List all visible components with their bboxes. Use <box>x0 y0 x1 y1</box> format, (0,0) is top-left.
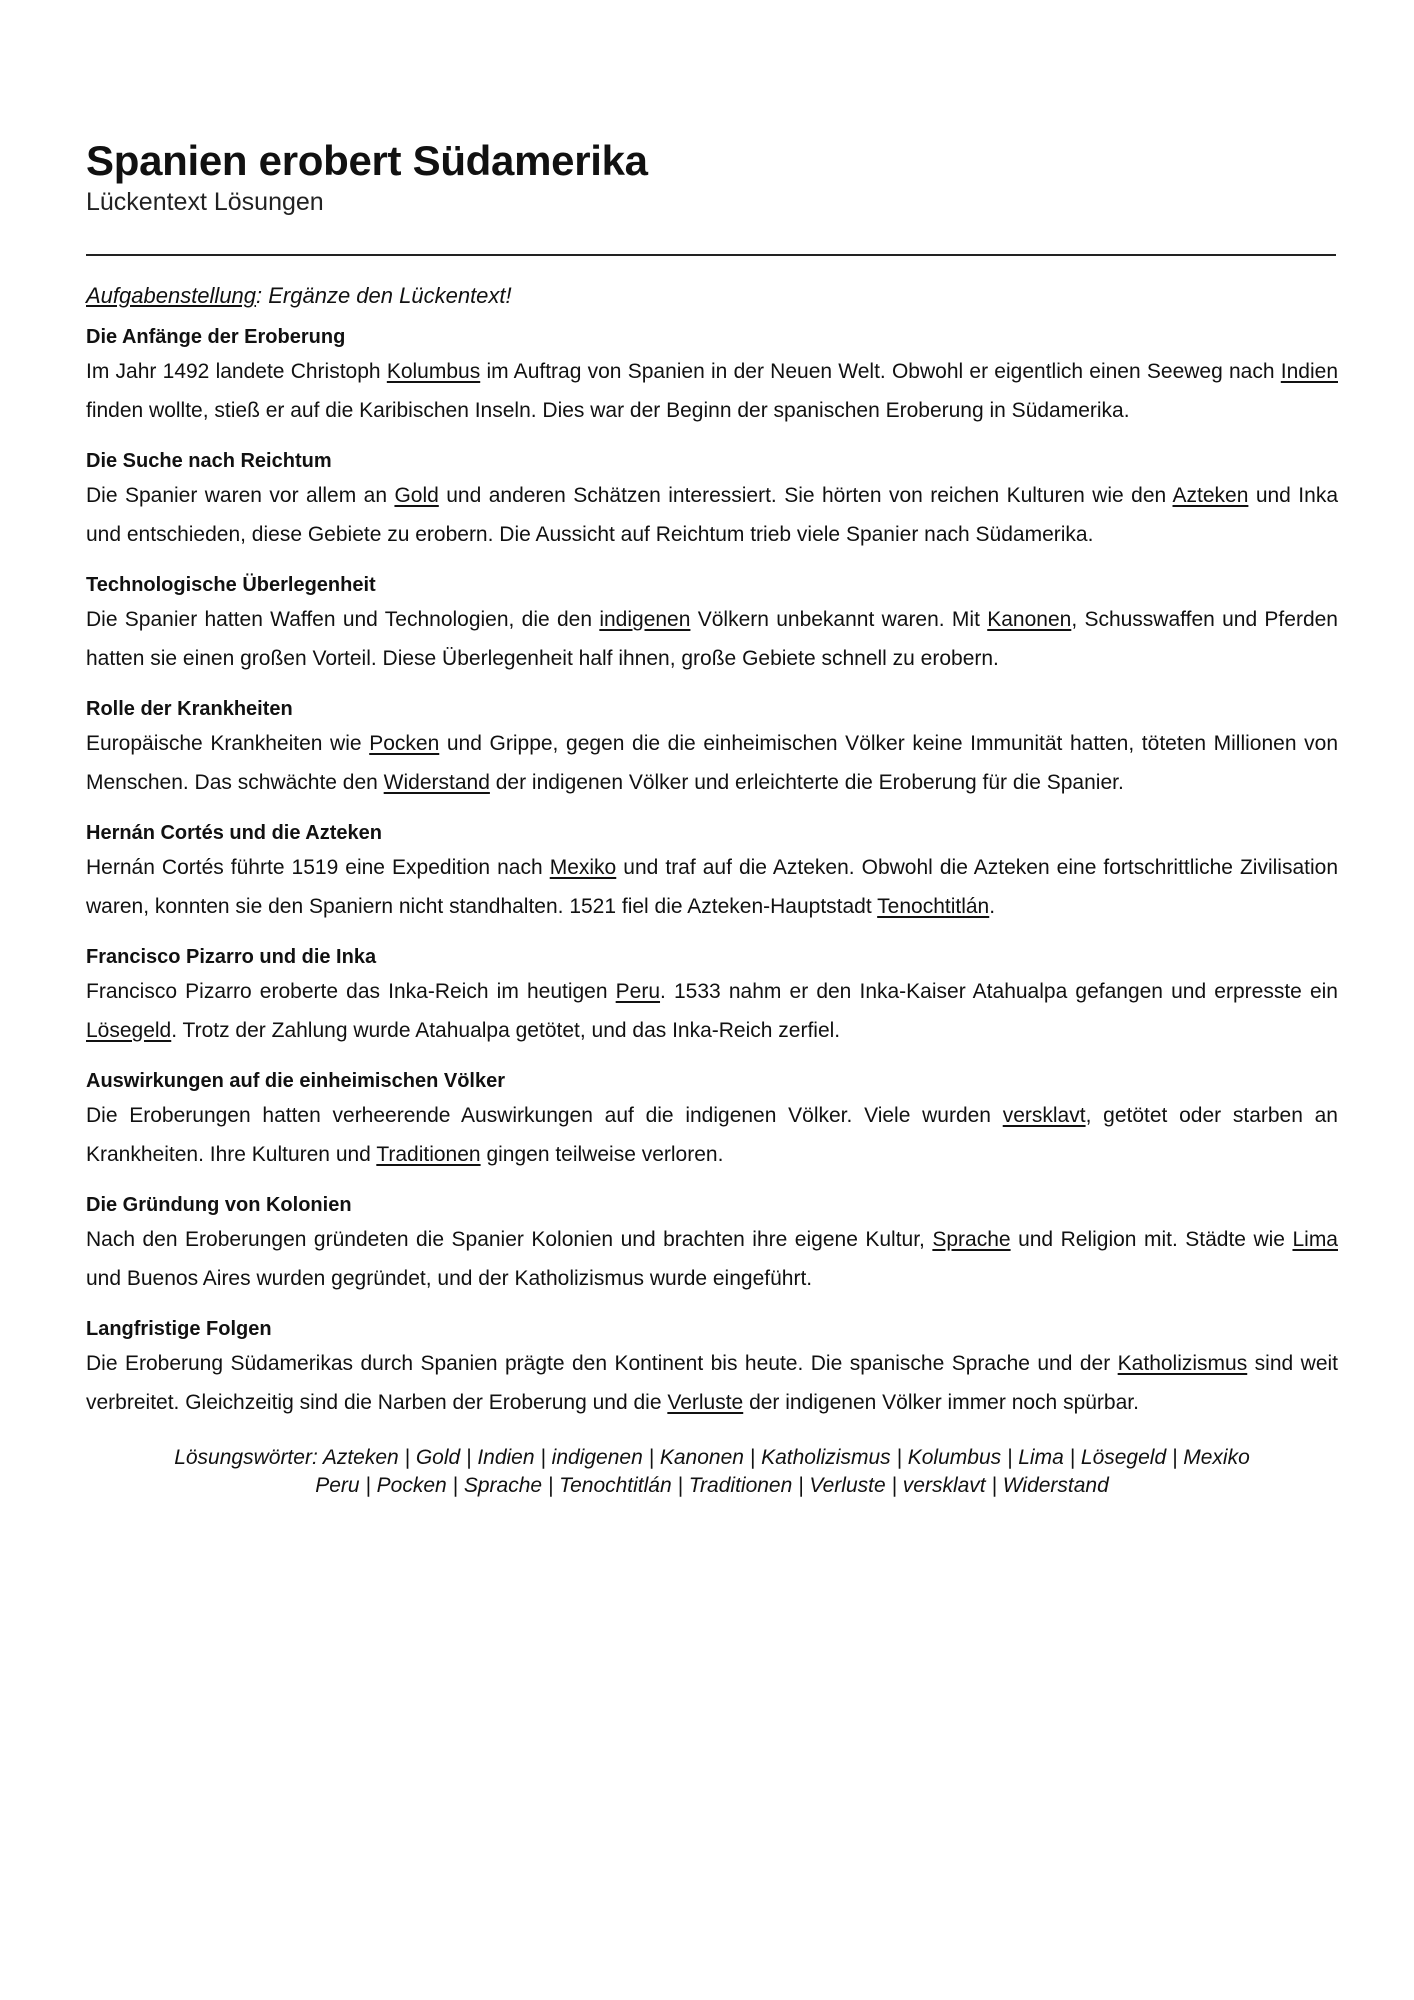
gap-answer: Lösegeld <box>86 1019 172 1042</box>
gap-answer: Gold <box>394 484 439 507</box>
section-heading: Francisco Pizarro und die Inka <box>86 946 377 968</box>
section-text <box>86 724 1338 802</box>
text-run: Im Jahr 1492 landete Christoph <box>86 360 387 383</box>
text-run: und anderen Schätzen interessiert. Sie hörten von reichen Kulturen wie den <box>438 484 1173 507</box>
solution-words <box>86 1444 1338 1500</box>
text-run: finden wollte, stieß er auf die Karibischen Inseln. Dies war der Beginn der spanischen Eroberung in Südamerika. <box>86 399 1130 422</box>
text-run: Völkern unbekannt waren. Mit <box>690 608 988 631</box>
gap-answer: Katholizismus <box>1117 1352 1248 1375</box>
text-run: gingen teilweise verloren. <box>480 1143 724 1166</box>
text-run: . Trotz der Zahlung wurde Atahualpa getötet, und das Inka-Reich zerfiel. <box>171 1019 841 1042</box>
text-run: , getötet oder starben an Krankheiten. Ihre Kulturen und <box>86 1104 1338 1166</box>
text-run: Die Eroberung Südamerikas durch Spanien prägte den Kontinent bis heute. Die spanische Sprache und der <box>86 1352 1118 1375</box>
gap-answer: versklavt <box>1002 1104 1086 1127</box>
section-text <box>86 848 1338 926</box>
gap-answer: Kanonen <box>987 608 1072 631</box>
section-heading: Die Gründung von Kolonien <box>86 1194 352 1216</box>
section <box>86 1190 1338 1298</box>
text-run: und Buenos Aires wurden gegründet, und der Katholizismus wurde eingeführt. <box>86 1267 813 1290</box>
worksheet-content <box>86 135 1338 1500</box>
page-subtitle: Lückentext Lösungen <box>86 188 324 216</box>
section-text <box>86 600 1338 678</box>
text-run: Die Eroberungen hatten verheerende Auswirkungen auf die indigenen Völker. Viele wurden <box>86 1104 1003 1127</box>
section-heading: Rolle der Krankheiten <box>86 698 293 720</box>
gap-answer: Peru <box>615 980 661 1003</box>
section <box>86 1066 1338 1174</box>
text-run: Francisco Pizarro eroberte das Inka-Reich im heutigen <box>86 980 616 1003</box>
text-run: und Inka und entschieden, diese Gebiete zu erobern. Die Aussicht auf Reichtum trieb viele Spanier nach Südamerika. <box>86 484 1338 546</box>
section-heading: Die Anfänge der Eroberung <box>86 326 346 348</box>
section <box>86 818 1338 926</box>
gap-answer: indigenen <box>599 608 691 631</box>
text-run: Die Spanier waren vor allem an <box>86 484 395 507</box>
task-label: Aufgabenstellung <box>86 283 257 308</box>
section-text <box>86 352 1338 430</box>
text-run: Die Spanier hatten Waffen und Technologien, die den <box>86 608 600 631</box>
gap-answer: Kolumbus <box>386 360 481 383</box>
gap-answer: Widerstand <box>383 771 490 794</box>
gap-answer: Tenochtitlán <box>877 895 990 918</box>
section <box>86 942 1338 1050</box>
section-heading: Technologische Überlegenheit <box>86 574 376 596</box>
gap-answer: Verluste <box>667 1391 744 1414</box>
text-run: Europäische Krankheiten wie <box>86 732 370 755</box>
text-run: , Schusswaffen und Pferden hatten sie einen großen Vorteil. Diese Überlegenheit half ihnen, große Gebiete schnell zu erobern. <box>86 608 1338 670</box>
text-run: und Grippe, gegen die die einheimischen Völker keine Immunität hatten, töteten Millionen von Menschen. Das schwächte den <box>86 732 1338 794</box>
section-text <box>86 972 1338 1050</box>
text-run: im Auftrag von Spanien in der Neuen Welt. Obwohl er eigentlich einen Seeweg nach <box>480 360 1281 383</box>
solution-words-line-2: Peru | Pocken | Sprache | Tenochtitlán | Traditionen | Verluste | versklavt | Widerstand <box>315 1474 1109 1497</box>
section-heading: Langfristige Folgen <box>86 1318 272 1340</box>
text-run: Hernán Cortés führte 1519 eine Expedition nach <box>86 856 550 879</box>
section-text <box>86 1096 1338 1174</box>
section-text <box>86 476 1338 554</box>
text-run: der indigenen Völker und erleichterte die Eroberung für die Spanier. <box>489 771 1124 794</box>
section <box>86 446 1338 554</box>
header-divider <box>86 254 1336 256</box>
text-run: . <box>989 895 996 918</box>
section <box>86 322 1338 430</box>
section-heading: Die Suche nach Reichtum <box>86 450 332 472</box>
text-run: und traf auf die Azteken. Obwohl die Azteken eine fortschrittliche Zivilisation waren, konnten sie den Spaniern nicht standhalten. 1521 fiel die Azteken-Hauptstadt <box>86 856 1339 918</box>
section <box>86 1314 1338 1422</box>
solution-words-line-1: Lösungswörter: Azteken | Gold | Indien | indigenen | Kanonen | Katholizismus | Kolumbus | Lima | Lösegeld | Mexiko <box>174 1446 1250 1469</box>
section-heading: Auswirkungen auf die einheimischen Völker <box>86 1070 505 1092</box>
task-instruction <box>86 280 1338 312</box>
section-text <box>86 1344 1338 1422</box>
task-text: : Ergänze den Lückentext! <box>256 283 512 308</box>
text-run: sind weit verbreitet. Gleichzeitig sind die Narben der Eroberung und die <box>86 1352 1338 1414</box>
gap-answer: Azteken <box>1172 484 1249 507</box>
gap-answer: Traditionen <box>376 1143 481 1166</box>
text-run: Nach den Eroberungen gründeten die Spanier Kolonien und brachten ihre eigene Kultur, <box>86 1228 933 1251</box>
gap-answer: Sprache <box>932 1228 1011 1251</box>
gap-answer: Lima <box>1292 1228 1338 1251</box>
gap-answer: Mexiko <box>549 856 617 879</box>
text-run: der indigenen Völker immer noch spürbar. <box>743 1391 1139 1414</box>
section-text <box>86 1220 1338 1298</box>
text-run: und Religion mit. Städte wie <box>1010 1228 1293 1251</box>
page-title: Spanien erobert Südamerika <box>86 137 648 184</box>
sections-container <box>86 322 1338 1422</box>
section-heading: Hernán Cortés und die Azteken <box>86 822 382 844</box>
gap-answer: Indien <box>1280 360 1338 383</box>
section <box>86 570 1338 678</box>
section <box>86 694 1338 802</box>
text-run: . 1533 nahm er den Inka-Kaiser Atahualpa gefangen und erpresste ein <box>660 980 1338 1003</box>
gap-answer: Pocken <box>369 732 440 755</box>
